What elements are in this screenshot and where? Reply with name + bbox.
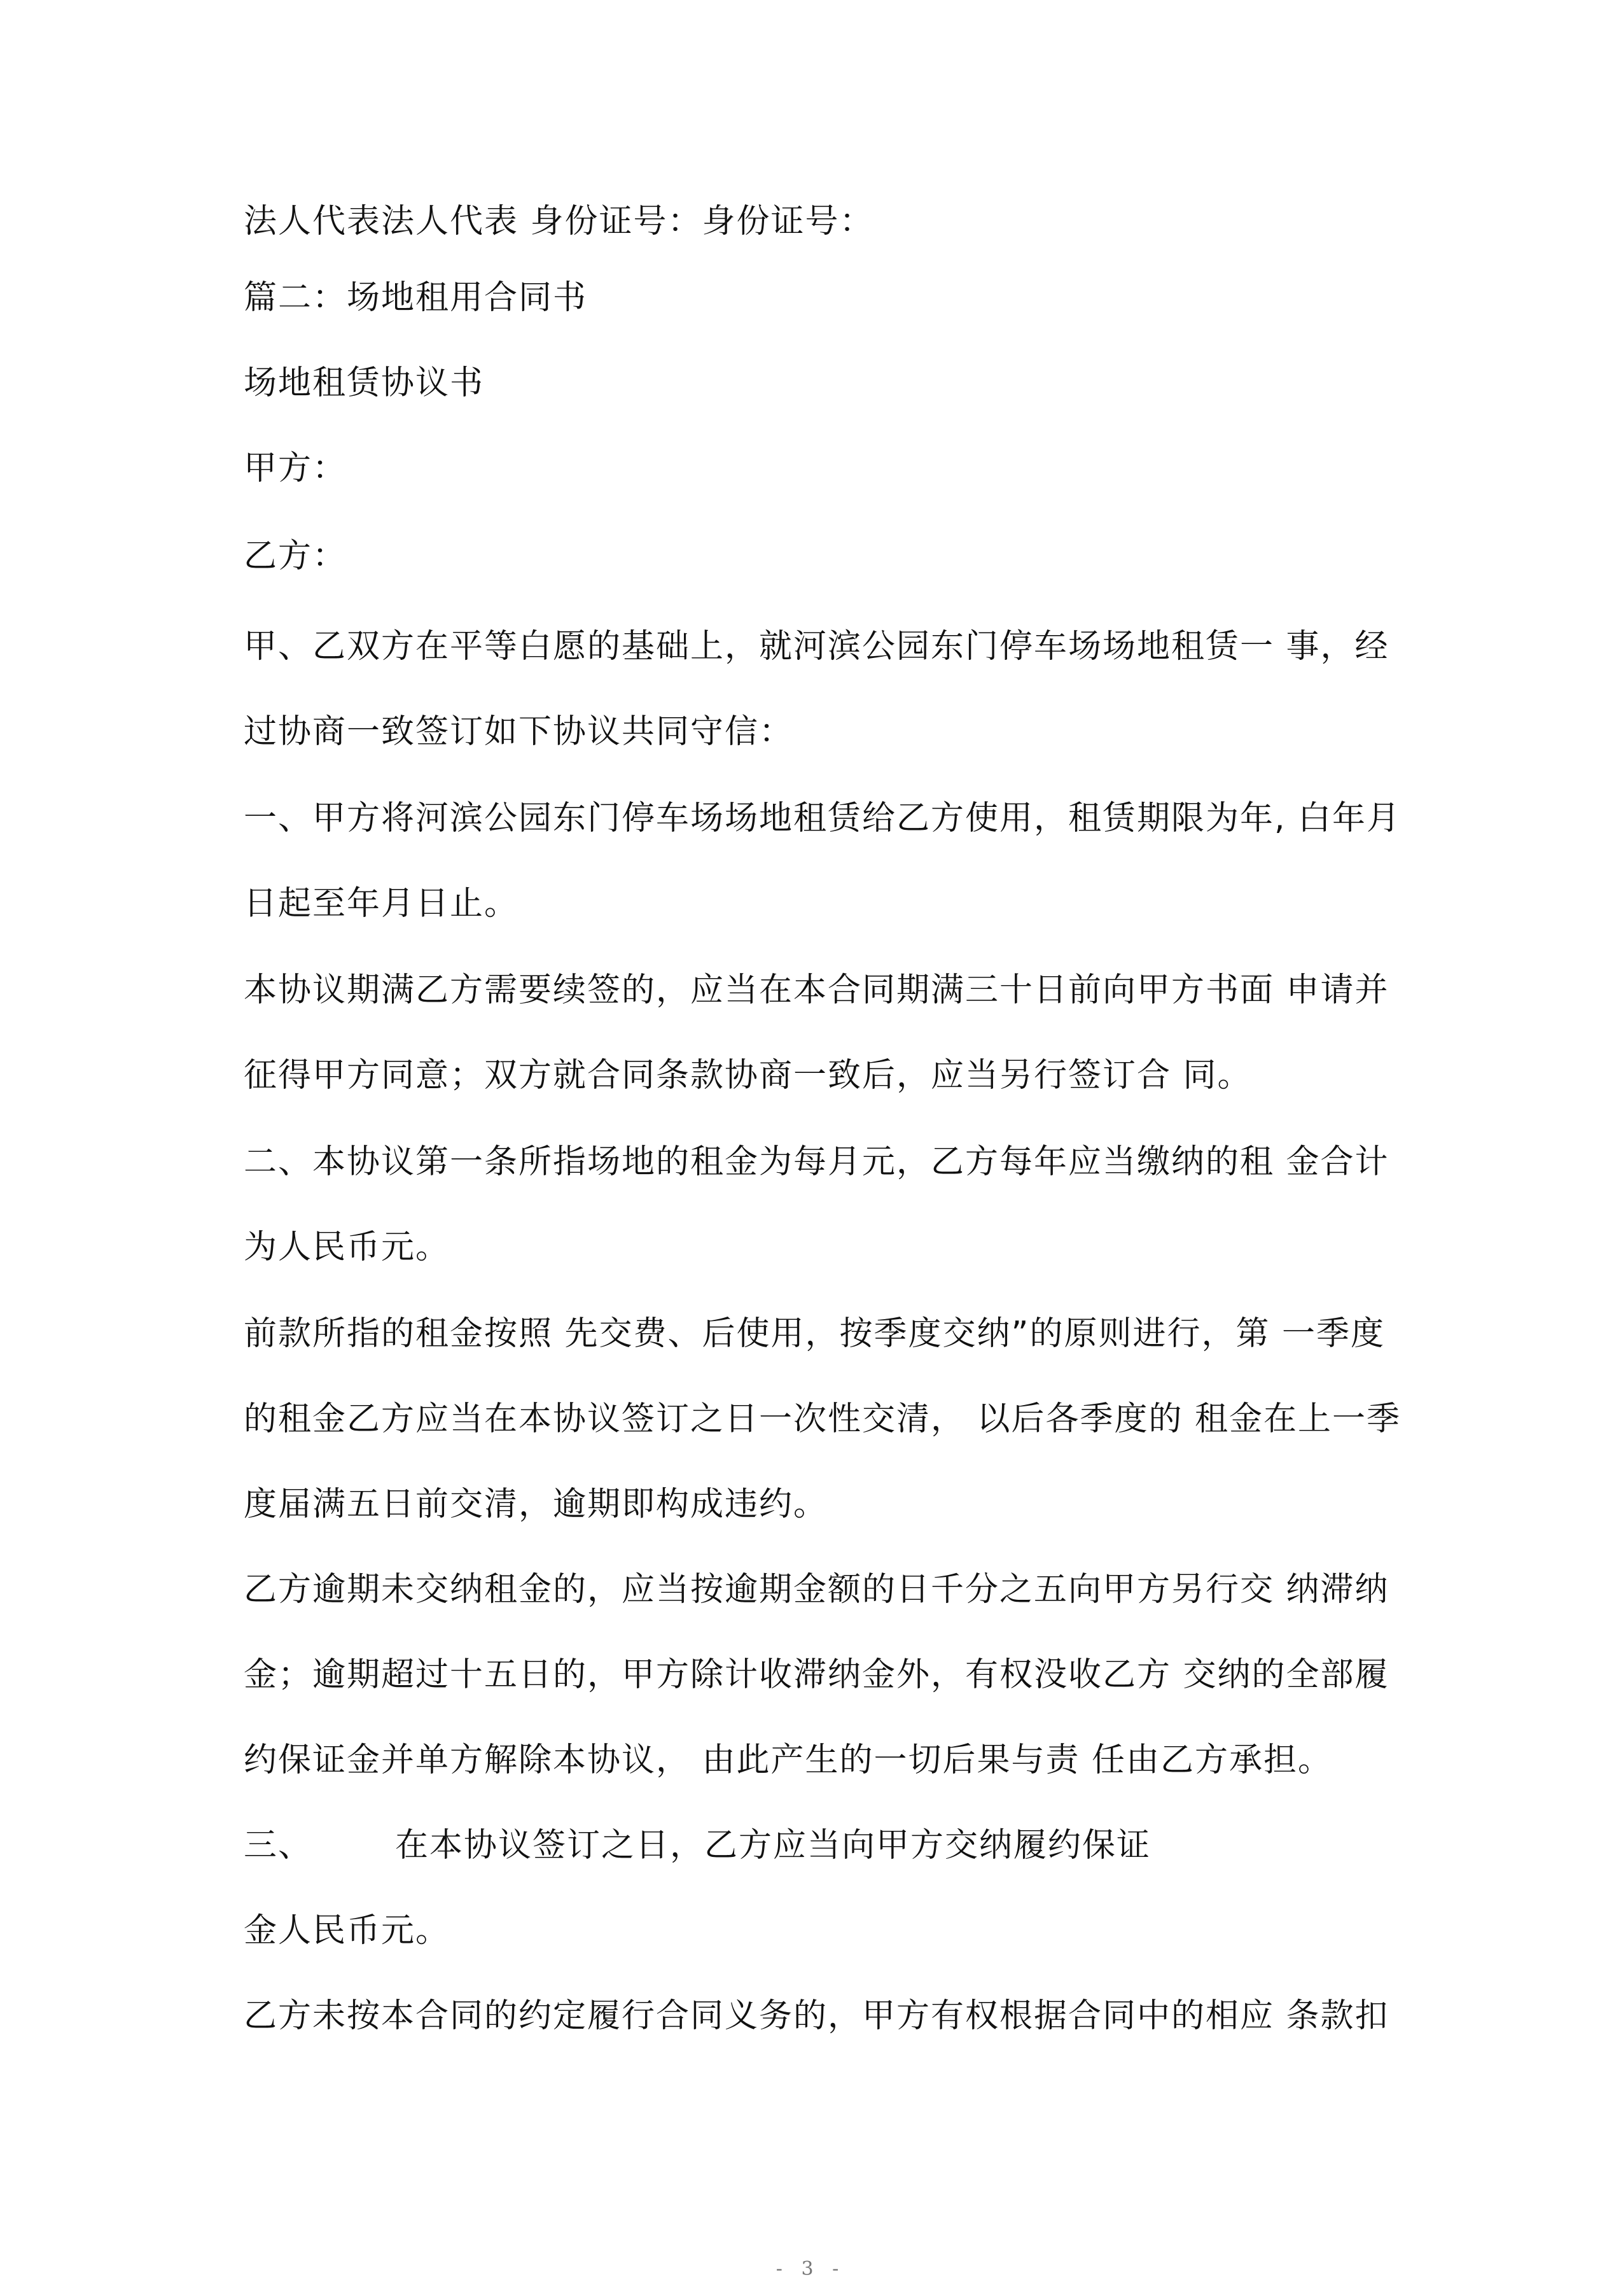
clause-3-line-1: [244, 1826, 1151, 1865]
clause-1-line-2: 日起至年月日止。: [244, 885, 519, 923]
payment-line-3: 度届满五日前交清，逾期即构成违约。: [244, 1485, 828, 1523]
party-a-line: 甲方：: [244, 449, 347, 487]
agreement-title: 场地租赁协议书: [244, 364, 485, 402]
renewal-line-1: 本协议期满乙方需要续签的，应当在本合同期满三十日前向甲方书面 申请并: [244, 971, 1389, 1009]
party-b-line: 乙方：: [244, 537, 347, 575]
renewal-line-2: 征得甲方同意；双方就合同条款协商一致后，应当另行签订合 同。: [244, 1056, 1252, 1095]
preamble-line-1: 甲、乙双方在平等白愿的基础上，就河滨公园东门停车场场地租赁一 事，经: [244, 627, 1389, 666]
preamble-line-2: 过协商一致签订如下协议共同守信：: [244, 713, 794, 751]
late-fee-line-2: 金；逾期超过十五日的，甲方除计收滞纳金外，有权没收乙方 交纳的全部履: [244, 1656, 1389, 1694]
payment-line-2: 的租金乙方应当在本协议签订之日一次性交清， 以后各季度的 租金在上一季: [244, 1400, 1402, 1438]
clause-3-text: 在本协议签订之日，乙方应当向甲方交纳履约保证: [395, 1826, 1151, 1865]
clause-2-line-2: 为人民币元。: [244, 1228, 450, 1266]
payment-line-1: 前款所指的租金按照 先交费、后使用，按季度交纳”的原则进行，第 一季度: [244, 1315, 1385, 1353]
clause-3-line-2: 金人民币元。: [244, 1912, 450, 1950]
clause-1-line-1: 一、甲方将河滨公园东门停车场场地租赁给乙方使用，租赁期限为年, 白年月: [244, 799, 1402, 837]
clause-2-line-1: 二、本协议第一条所指场地的租金为每月元，乙方每年应当缴纳的租 金合计: [244, 1143, 1389, 1181]
signature-id-line: 法人代表法人代表 身份证号：身份证号：: [244, 202, 874, 241]
late-fee-line-3: 约保证金并单方解除本协议， 由此产生的一切后果与责 任由乙方承担。: [244, 1741, 1333, 1779]
section-title: 篇二：场地租用合同书: [244, 279, 588, 317]
page-number: - 3 -: [776, 2258, 845, 2280]
late-fee-line-1: 乙方逾期未交纳租金的，应当按逾期金额的日千分之五向甲方另行交 纳滞纳: [244, 1571, 1389, 1609]
breach-line-1: 乙方未按本合同的约定履行合同义务的，甲方有权根据合同中的相应 条款扣: [244, 1997, 1389, 2035]
clause-3-number: 三、: [244, 1826, 313, 1865]
